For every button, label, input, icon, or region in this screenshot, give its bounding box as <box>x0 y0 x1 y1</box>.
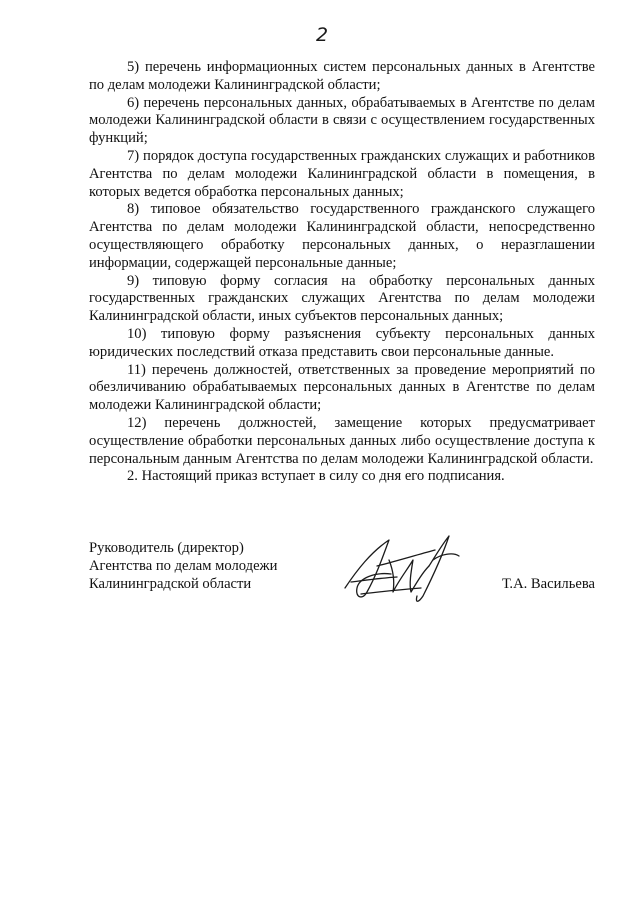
signer-title-line: Агентства по делам молодежи <box>89 557 278 574</box>
signer-title-line: Руководитель (директор) <box>89 540 244 556</box>
signer-name: Т.А. Васильева <box>501 576 595 592</box>
list-item: 10) типовую форму разъяснения субъекту персональных данных юридических последствий отказа представить свои персональные данные. <box>89 325 595 360</box>
signer-title-line: Калининградской области <box>89 575 252 592</box>
document-body <box>89 59 595 486</box>
signer-title <box>89 540 277 593</box>
list-item: 12) перечень должностей, замещение которых предусматривает осуществление обработки персональных данных либо осуществление доступа к персональным данным Агентства по делам молодежи Калининградской области. <box>89 414 595 467</box>
signature-block <box>89 540 595 610</box>
list-item: 7) порядок доступа государственных гражданских служащих и работников Агентства по делам молодежи Калининградской области в помещения, в которых ведется обработка персональных данных; <box>89 147 595 200</box>
list-item: 6) перечень персональных данных, обрабатываемых в Агентстве по делам молодежи Калининградской области в связи с осуществлением государственных функций; <box>89 94 595 147</box>
list-item: 5) перечень информационных систем персональных данных в Агентстве по делам молодежи Калининградской области; <box>89 59 595 93</box>
handwritten-signature <box>337 530 467 605</box>
list-item: 8) типовое обязательство государственного гражданского служащего Агентства по делам молодежи Калининградской области, непосредственно осуществляющего обработку персональных данных, о неразглашении информации, содержащей персональные данные; <box>89 201 595 271</box>
list-item: 11) перечень должностей, ответственных за проведение мероприятий по обезличиванию обрабатываемых персональных данных в Агентстве по делам молодежи Калининградской области; <box>89 361 595 414</box>
final-clause: 2. Настоящий приказ вступает в силу со дня его подписания. <box>127 468 505 485</box>
list-item: 9) типовую форму согласия на обработку персональных данных государственных гражданских служащих Агентства по делам молодежи Калининградской области, иных субъектов персональных данных; <box>89 272 595 325</box>
page-number: 2 <box>316 24 329 46</box>
